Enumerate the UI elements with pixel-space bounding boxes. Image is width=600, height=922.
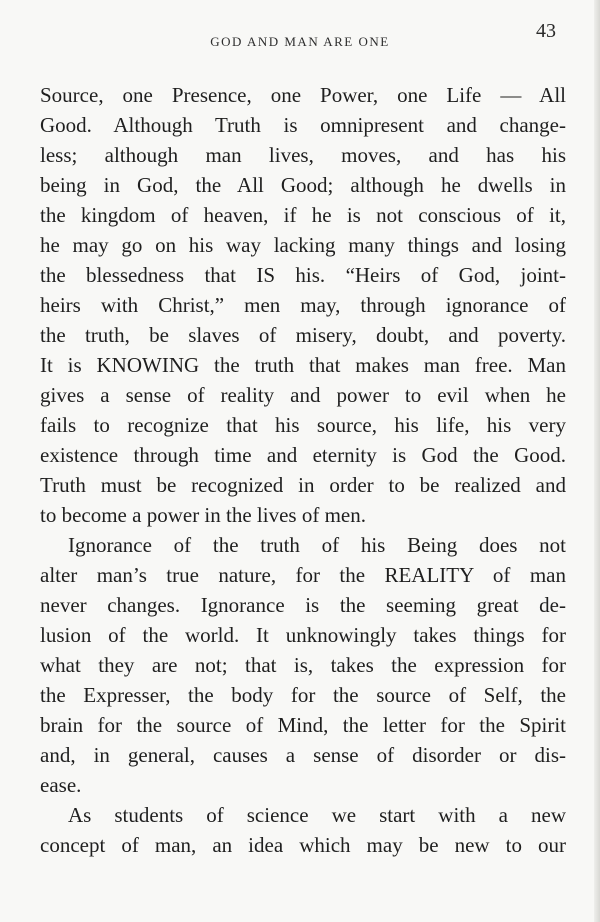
page-edge-shadow (594, 0, 600, 922)
text-line: Source, one Presence, one Power, one Life — All (40, 83, 566, 107)
running-head: GOD AND MAN ARE ONE (210, 34, 390, 49)
page-number: 43 (536, 20, 556, 42)
text-line: existence through time and eternity is God the Good. (40, 443, 566, 467)
text-line: brain for the source of Mind, the letter for the Spirit (40, 713, 566, 737)
text-line: never changes. Ignorance is the seeming great de- (40, 593, 566, 617)
text-line: gives a sense of reality and power to evil when he (40, 383, 566, 407)
text-line: lusion of the world. It unknowingly takes things for (40, 623, 566, 647)
text-line: ease. (40, 773, 82, 797)
text-line: and, in general, causes a sense of disorder or dis- (40, 743, 566, 767)
text-line: Good. Although Truth is omnipresent and change- (40, 113, 566, 137)
text-line: less; although man lives, moves, and has his (40, 143, 566, 167)
text-line: fails to recognize that his source, his life, his very (40, 413, 566, 437)
text-line: the Expresser, the body for the source of Self, the (40, 683, 566, 707)
text-line: the blessedness that IS his. “Heirs of God, joint- (40, 263, 566, 287)
text-line: to become a power in the lives of men. (40, 503, 366, 527)
text-line: the kingdom of heaven, if he is not conscious of it, (40, 203, 566, 227)
text-line: the truth, be slaves of misery, doubt, and poverty. (40, 323, 566, 347)
text-line: alter man’s true nature, for the REALITY of man (40, 563, 566, 587)
text-line: being in God, the All Good; although he dwells in (40, 173, 566, 197)
text-line: what they are not; that is, takes the expression for (40, 653, 566, 677)
text-line: Ignorance of the truth of his Being does not (68, 533, 566, 557)
text-line: heirs with Christ,” men may, through ignorance of (40, 293, 566, 317)
text-line: As students of science we start with a new (68, 803, 566, 827)
text-line: concept of man, an idea which may be new to our (40, 833, 566, 857)
body-text (40, 80, 566, 860)
text-line: Truth must be recognized in order to be realized and (40, 473, 566, 497)
text-line: he may go on his way lacking many things and losing (40, 233, 566, 257)
text-line: It is KNOWING the truth that makes man free. Man (40, 353, 566, 377)
